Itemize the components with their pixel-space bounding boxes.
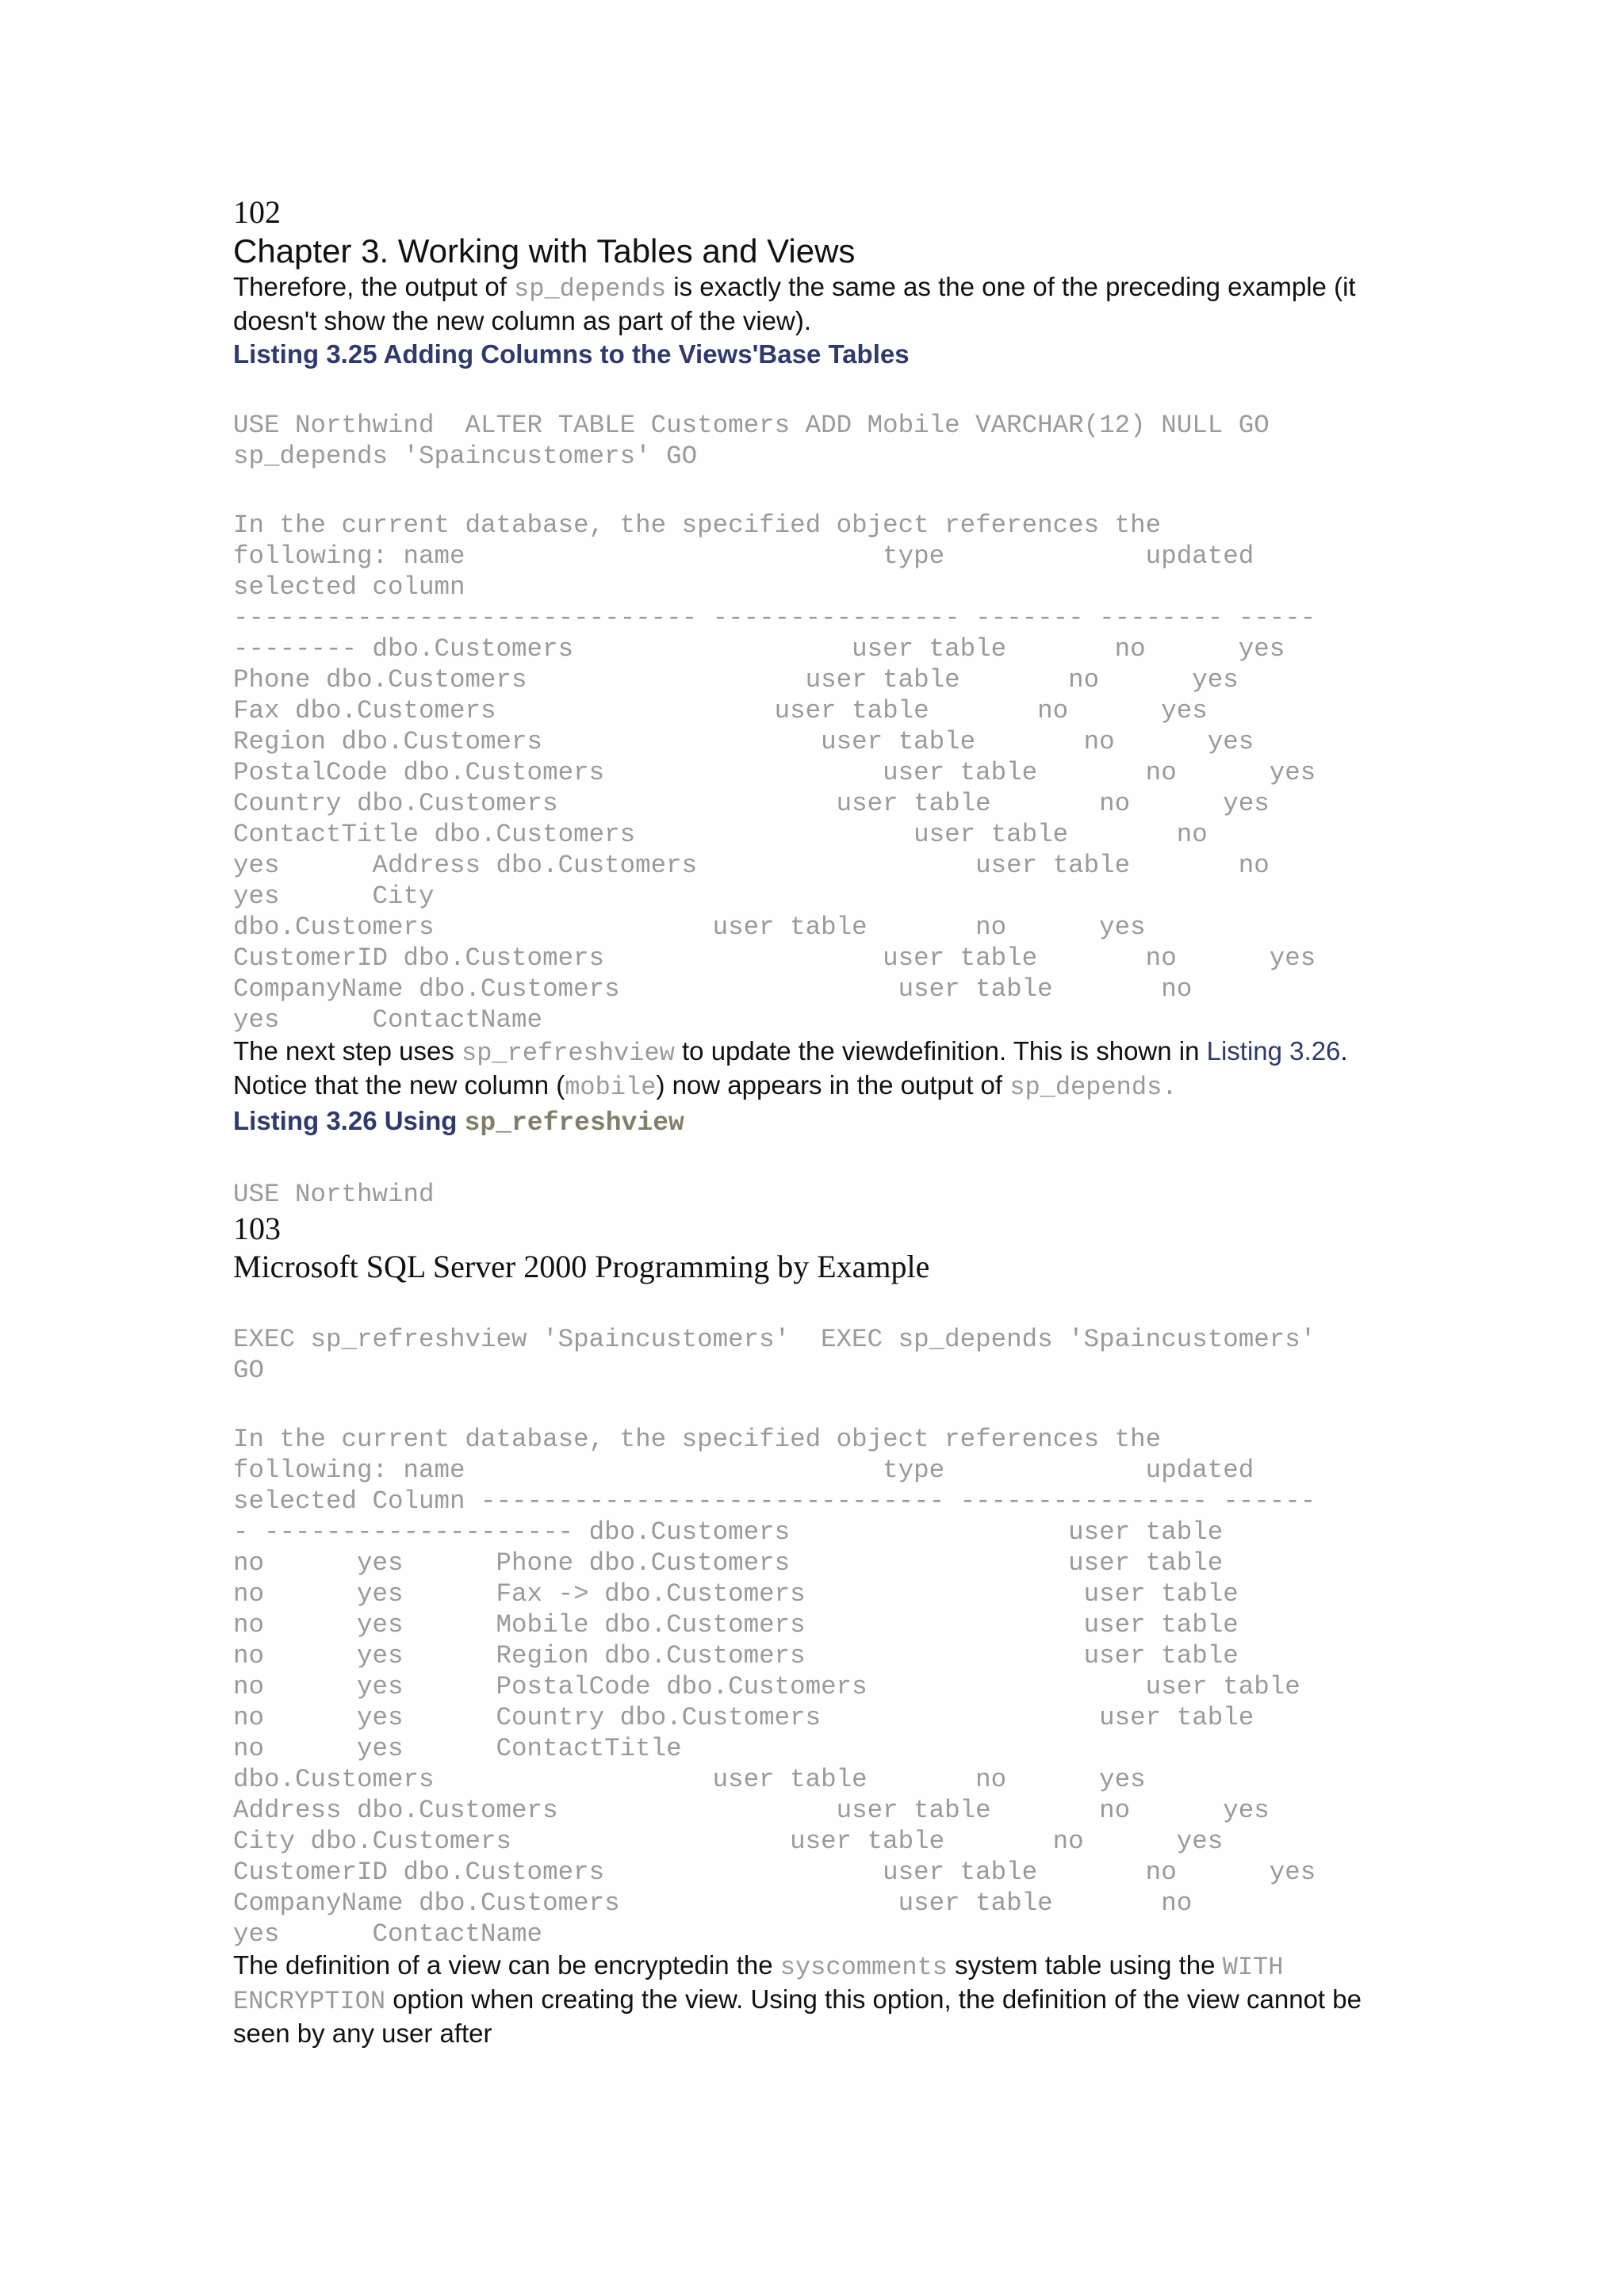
listing-3-25-title: Listing 3.25 Adding Columns to the Views'Base Tables [233, 339, 910, 369]
spacer [233, 372, 1391, 410]
inline-code: sp_refreshview [462, 1039, 675, 1068]
listing-link[interactable]: Listing 3.26 [1206, 1036, 1341, 1066]
text: The definition of a view can be encryptedin the [233, 1950, 780, 1980]
chapter-title: Chapter 3. Working with Tables and Views [233, 232, 856, 270]
text: Listing 3.26 Using [233, 1106, 465, 1135]
page-content [233, 193, 1391, 2049]
paragraph-encryption [233, 1950, 1391, 2049]
inline-code: mobile [565, 1073, 657, 1102]
text: Therefore, the output of [233, 272, 515, 301]
listing-3-26-code: EXEC sp_refreshview 'Spaincustomers' EXEC sp_depends 'Spaincustomers' GO [233, 1325, 1316, 1385]
inline-code: syscomments [779, 1953, 948, 1982]
text: The next step uses [233, 1036, 462, 1066]
listing-3-25-code: USE Northwind ALTER TABLE Customers ADD Mobile VARCHAR(12) NULL GO sp_depends 'Spaincustomers' GO [233, 411, 1270, 471]
paragraph-sp-depends-output [233, 271, 1391, 337]
spacer [233, 472, 1391, 510]
listing-3-26-output: In the current database, the specified object references the following: name type updated selected Column ------------------------------ ---------------- ------ - -------------------- dbo.Customers user table no yes Phone dbo.Customers user table no yes Fax -> dbo.Customers user table no yes Mobile dbo.Customers user table no yes Region dbo.Customers user table no yes PostalCode dbo.Customers user table no yes Country dbo.Customers user table no yes ContactTitle dbo.Customers user table no yes Address dbo.Customers user table no yes City dbo.Customers user table no yes CustomerID dbo.Customers user table no yes CompanyName dbo.Customers user table no yes ContactName [233, 1425, 1316, 1949]
text: is exactly the same as the one of the preceding example (it doesn't show the new column as part of the view). [233, 272, 1356, 335]
spacer [233, 1141, 1391, 1179]
listing-3-26-code-start: USE Northwind [233, 1180, 435, 1209]
paragraph-refreshview [233, 1035, 1391, 1104]
listing-3-26-title [233, 1104, 1391, 1141]
title-code: sp_refreshview [464, 1108, 684, 1138]
text: to update the viewdefinition. This is shown in [674, 1036, 1207, 1066]
text: ) now appears in the output of [656, 1070, 1010, 1100]
spacer [233, 1386, 1391, 1424]
text: option when creating the view. Using this option, the definition of the view cannot be seen by any user after [233, 1984, 1362, 2048]
page-number: 103 [233, 1211, 281, 1246]
text: system table using the [948, 1950, 1223, 1980]
inline-code: sp_depends [514, 274, 667, 304]
inline-code: WITH ENCRYPTION [233, 1953, 1284, 2016]
listing-3-25-output: In the current database, the specified object references the following: name type updated selected column ------------------------------ ---------------- ------- -------- ----- -------- dbo.Customers user table no yes Phone dbo.Customers user table no yes Fax dbo.Customers user table no yes Region dbo.Customers user table no yes PostalCode dbo.Customers user table no yes Country dbo.Customers user table no yes ContactTitle dbo.Customers user table no yes Address dbo.Customers user table no yes City dbo.Customers user table no yes CustomerID dbo.Customers user table no yes CompanyName dbo.Customers user table no yes ContactName [233, 511, 1316, 1035]
page-number: 102 [233, 194, 281, 230]
inline-code: sp_depends. [1009, 1073, 1178, 1102]
text: . Notice that the new column ( [233, 1036, 1348, 1100]
spacer [233, 1286, 1391, 1324]
book-title: Microsoft SQL Server 2000 Programming by Example [233, 1249, 930, 1284]
